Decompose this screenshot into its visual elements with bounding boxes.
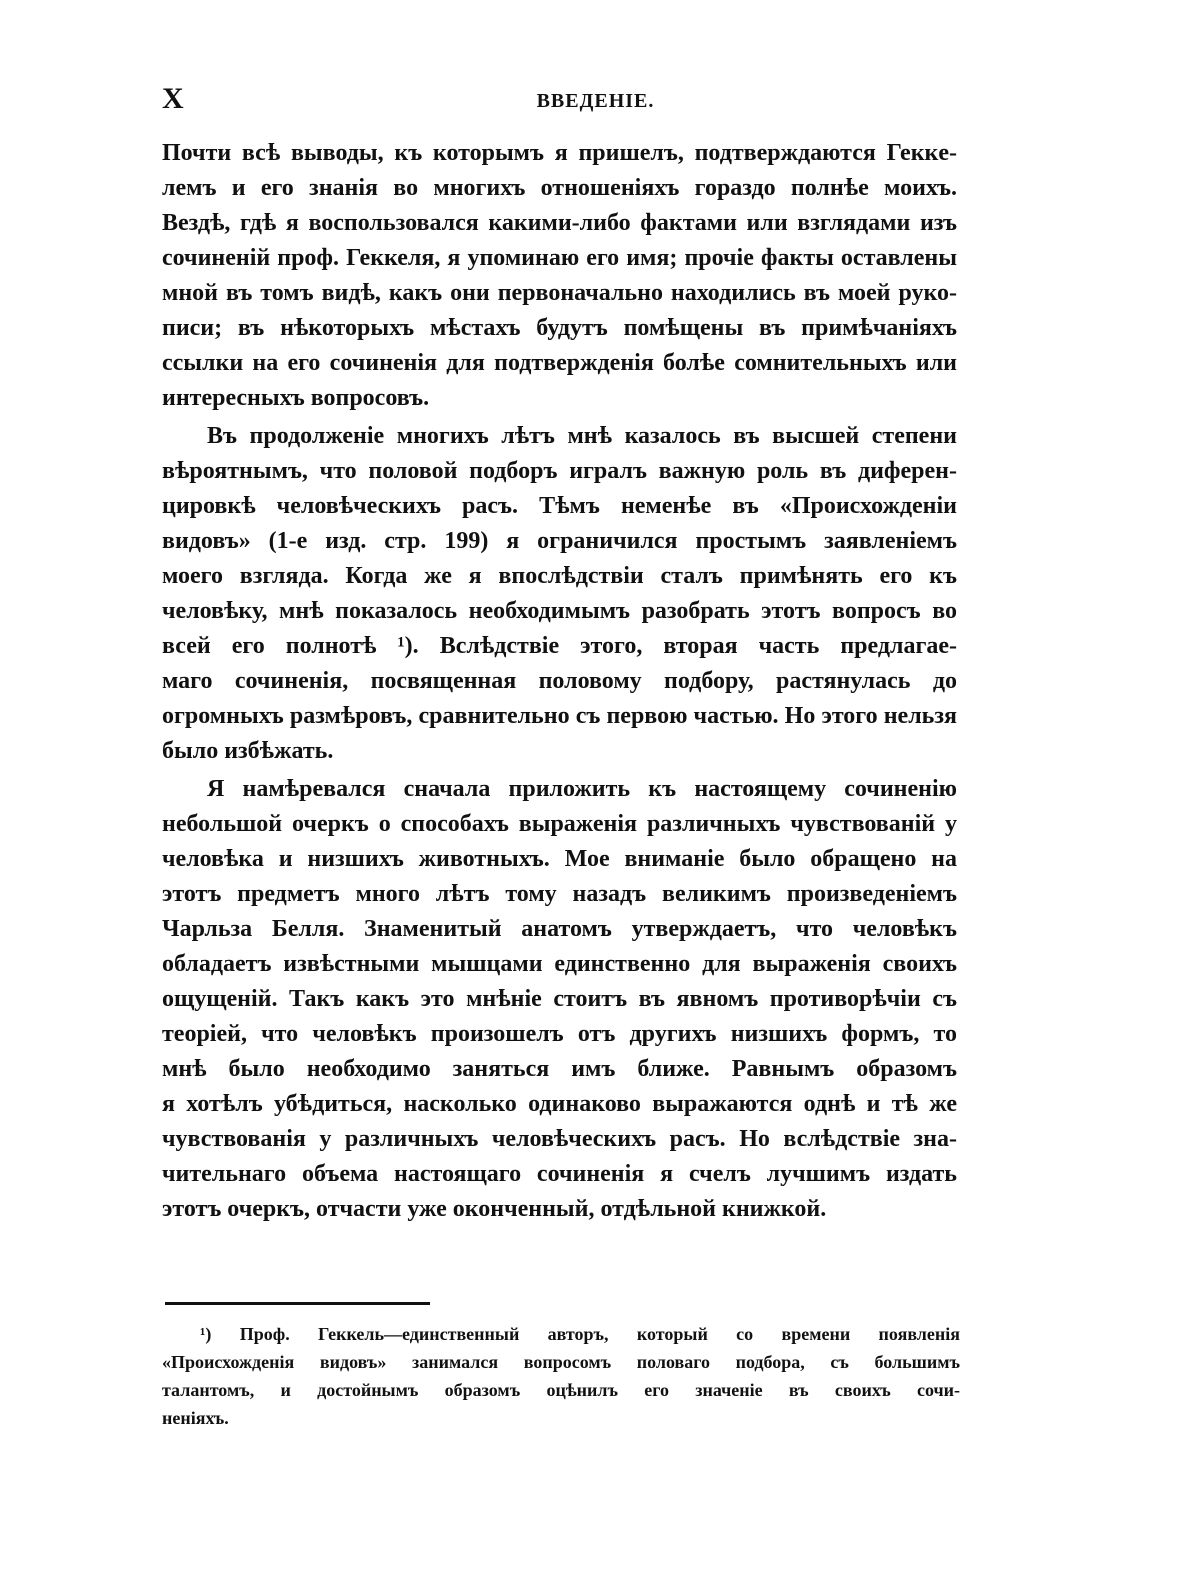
text-line: Въ продолженіе многихъ лѣтъ мнѣ казалось въ высшей степени [207, 423, 957, 449]
body-text [162, 136, 957, 1230]
text-line: обладаетъ извѣстными мышцами единственно для выраженія своихъ [162, 951, 957, 977]
footnote-divider [165, 1302, 430, 1305]
text-line: моего взгляда. Когда же я впослѣдствіи сталъ примѣнять его къ [162, 563, 957, 589]
paragraph [162, 419, 957, 769]
paragraph [162, 772, 957, 1227]
text-line: писи; въ нѣкоторыхъ мѣстахъ будутъ помѣщены въ примѣчаніяхъ [162, 315, 957, 341]
text-line: цировкѣ человѣческихъ расъ. Тѣмъ неменѣе въ «Происхожденіи [162, 493, 957, 519]
text-line: человѣку, мнѣ показалось необходимымъ разобрать этотъ вопросъ во [162, 598, 957, 624]
text-line: этотъ очеркъ, отчасти уже оконченный, отдѣльной книжкой. [162, 1196, 827, 1222]
text-line: было избѣжать. [162, 738, 334, 764]
text-line: чительнаго объема настоящаго сочиненія я счелъ лучшимъ издать [162, 1161, 957, 1187]
footnote [162, 1320, 960, 1432]
footnote-line: неніяхъ. [162, 1408, 229, 1428]
text-line: ссылки на его сочиненія для подтвержденія болѣе сомнительныхъ или [162, 350, 957, 376]
text-line: чувствованія у различныхъ человѣческихъ расъ. Но вслѣдствіе зна- [162, 1126, 957, 1152]
footnote-line: ¹) Проф. Геккель—единственный авторъ, который со времени появленія [200, 1324, 960, 1344]
paragraph [162, 136, 957, 416]
text-line: Вездѣ, гдѣ я воспользовался какими-либо фактами или взглядами изъ [162, 210, 957, 236]
footnote-line: «Происхожденія видовъ» занимался вопросомъ половаго подбора, съ большимъ [162, 1352, 960, 1372]
text-line: ощущеній. Такъ какъ это мнѣніе стоитъ въ явномъ противорѣчіи съ [162, 986, 957, 1012]
text-line: лемъ и его знанія во многихъ отношеніяхъ гораздо полнѣе моихъ. [162, 175, 957, 201]
text-line: видовъ» (1-е изд. стр. 199) я ограничился простымъ заявленіемъ [162, 528, 957, 554]
text-line: интересныхъ вопросовъ. [162, 385, 430, 411]
text-line: вѣроятнымъ, что половой подборъ игралъ важную роль въ диферен- [162, 458, 957, 484]
text-line: Я намѣревался сначала приложить къ настоящему сочиненію [207, 776, 957, 802]
text-line: маго сочиненія, посвященная половому подбору, растянулась до [162, 668, 957, 694]
text-line: мнѣ было необходимо заняться имъ ближе. Равнымъ образомъ [162, 1056, 957, 1082]
text-line: человѣка и низшихъ животныхъ. Мое вниманіе было обращено на [162, 846, 957, 872]
text-line: этотъ предметъ много лѣтъ тому назадъ великимъ произведеніемъ [162, 881, 957, 907]
footnote-line: талантомъ, и достойнымъ образомъ оцѣнилъ его значеніе въ своихъ сочи- [162, 1380, 960, 1400]
text-line: небольшой очеркъ о способахъ выраженія различныхъ чувствованій у [162, 811, 957, 837]
text-line: сочиненій проф. Геккеля, я упоминаю его имя; прочіе факты оставлены [162, 245, 957, 271]
text-line: я хотѣлъ убѣдиться, насколько одинаково выражаются однѣ и тѣ же [162, 1091, 957, 1117]
text-line: мной въ томъ видѣ, какъ они первоначально находились въ моей руко- [162, 280, 957, 306]
running-title: ВВЕДЕНІЕ. [536, 90, 655, 112]
text-line: всей его полнотѣ ¹). Вслѣдствіе этого, вторая часть предлагае- [162, 633, 957, 659]
text-line: Чарльза Белля. Знаменитый анатомъ утверждаетъ, что человѣкъ [162, 916, 957, 942]
page-number: X [162, 82, 184, 115]
text-line: Почти всѣ выводы, къ которымъ я пришелъ, подтверждаются Геккe- [162, 140, 957, 166]
text-line: теоріей, что человѣкъ произошелъ отъ другихъ низшихъ формъ, то [162, 1021, 957, 1047]
text-line: огромныхъ размѣровъ, сравнительно съ первою частью. Но этого нельзя [162, 703, 957, 729]
